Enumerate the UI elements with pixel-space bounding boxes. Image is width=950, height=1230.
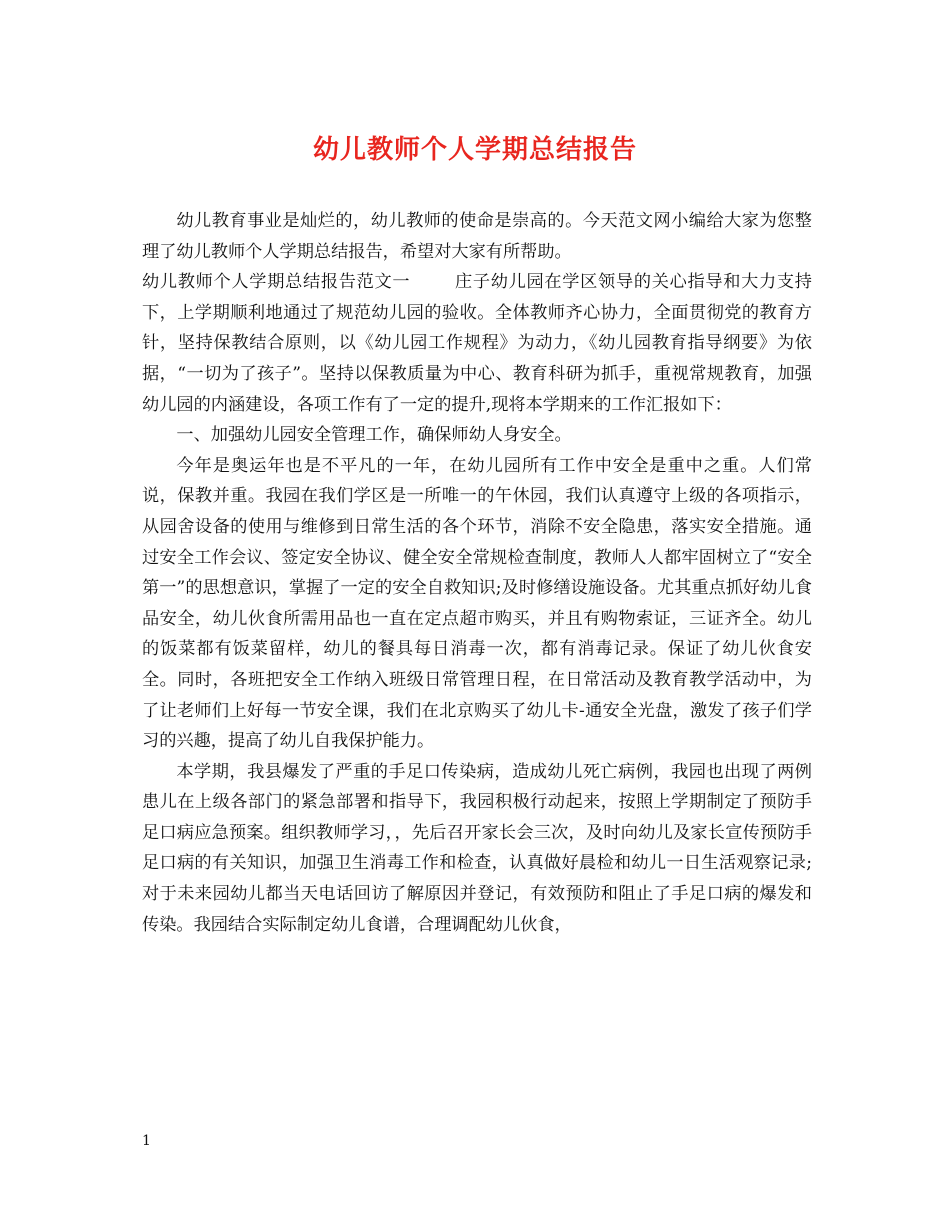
section-label: 幼儿教师个人学期总结报告范文一 <box>142 272 411 293</box>
disease-paragraph: 本学期，我县爆发了严重的手足口传染病，造成幼儿死亡病例，我园也出现了两例患儿在上级各部门的紧急部署和指导下，我园积极行动起来，按照上学期制定了预防手足口病应急预案。组织教师学习，，先后召开家长会三次，及时向幼儿及家长宣传预防手足口病的有关知识，加强卫生消毒工作和检查，认真做好晨检和幼儿一日生活观察记录;对于未来园幼儿都当天电话回访了解原因并登记，有效预防和阻止了手足口病的爆发和传染。我园结合实际制定幼儿食谱，合理调配幼儿伙食， <box>142 761 812 935</box>
section-paragraph <box>142 267 812 420</box>
safety-paragraph: 今年是奥运年也是不平凡的一年，在幼儿园所有工作中安全是重中之重。人们常说，保教并重。我园在我们学区是一所唯一的午休园，我们认真遵守上级的各项指示，从园舍设备的使用与维修到日常生活的各个环节，消除不安全隐患，落实安全措施。通过安全工作会议、签定安全协议、健全安全常规检查制度，教师人人都牢固树立了“安全第一”的思想意识，掌握了一定的安全自救知识;及时修缮设施设备。尤其重点抓好幼儿食品安全，幼儿伙食所需用品也一直在定点超市购买，并且有购物索证，三证齐全。幼儿的饭菜都有饭菜留样，幼儿的餐具每日消毒一次，都有消毒记录。保证了幼儿伙食安全。同时，各班把安全工作纳入班级日常管理日程，在日常活动及教育教学活动中，为了让老师们上好每一节安全课，我们在北京购买了幼儿卡-通安全光盘，激发了孩子们学习的兴趣，提高了幼儿自我保护能力。 <box>142 455 812 752</box>
page-number: 1 <box>142 1133 151 1149</box>
document-body <box>142 206 812 940</box>
intro-paragraph: 幼儿教育事业是灿烂的，幼儿教师的使命是崇高的。今天范文网小编给大家为您整理了幼儿教师个人学期总结报告，希望对大家有所帮助。 <box>142 211 812 262</box>
heading-paragraph: 一、加强幼儿园安全管理工作，确保师幼人身安全。 <box>176 425 572 446</box>
document-title: 幼儿教师个人学期总结报告 <box>312 135 637 165</box>
section-text: 庄子幼儿园在学区领导的关心指导和大力支持下，上学期顺利地通过了规范幼儿园的验收。全体教师齐心协力，全面贯彻党的教育方针，坚持保教结合原则，以《幼儿园工作规程》为动力，《幼儿园教育指导纲要》为依据，“一切为了孩子”。坚持以保教质量为中心、教育科研为抓手，重视常规教育，加强幼儿园的内涵建设，各项工作有了一定的提升,现将本学期来的工作汇报如下： <box>142 272 812 415</box>
